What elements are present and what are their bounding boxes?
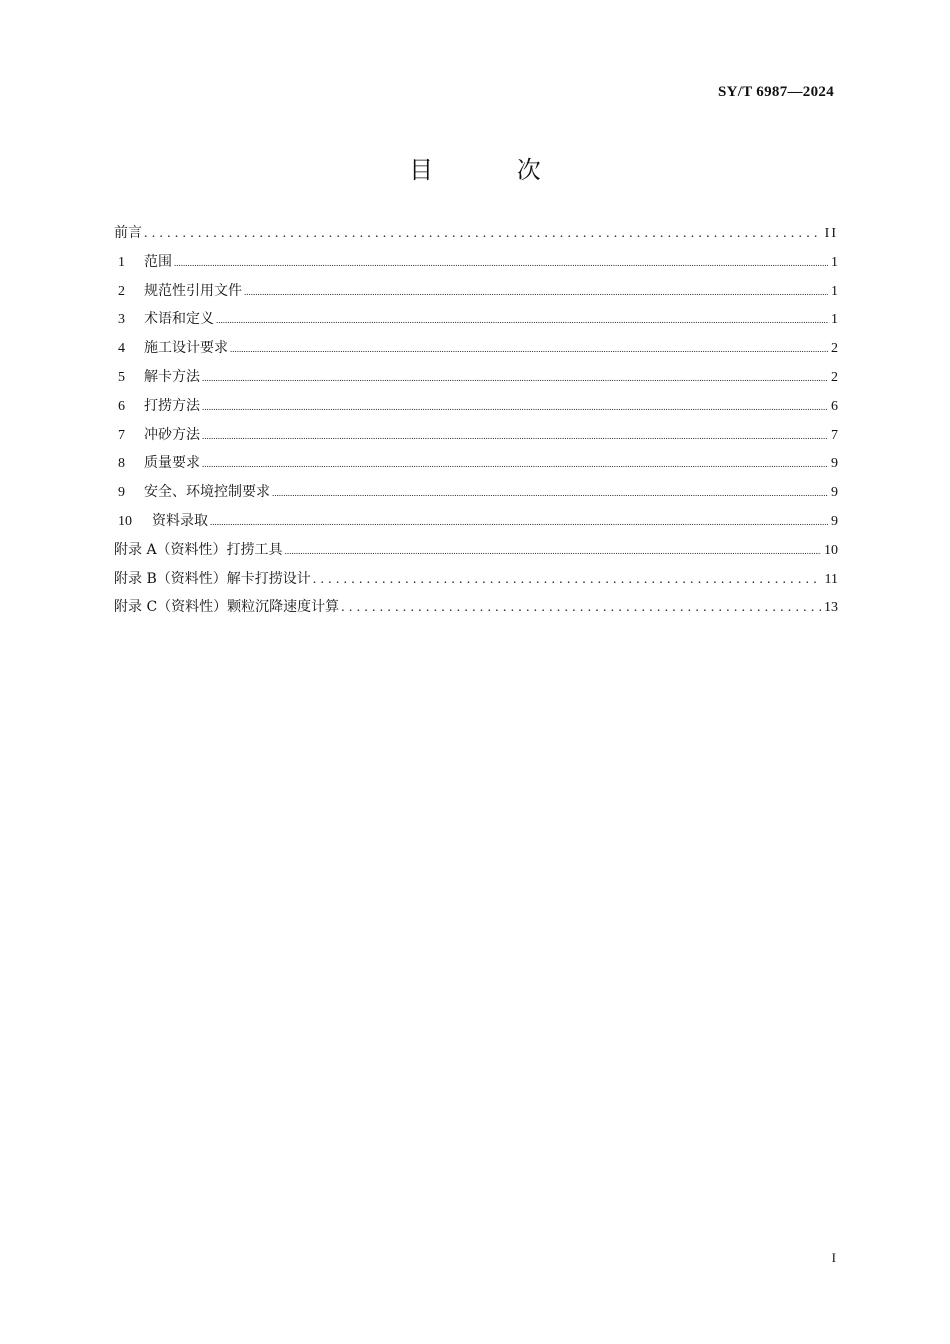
toc-entry-label-group — [114, 452, 200, 472]
toc-entry-8[interactable] — [114, 452, 838, 481]
toc-entry-label-group — [114, 337, 228, 357]
toc-entry-label: 附录 C（资料性）颗粒沉降速度计算 — [114, 599, 340, 616]
toc-entry-label-group — [114, 510, 208, 530]
toc-entry-label-group — [114, 568, 311, 588]
toc-entry-page: 2 — [831, 369, 838, 385]
toc-entry-3[interactable] — [114, 308, 838, 337]
toc-entry-label: 术语和定义 — [144, 311, 214, 328]
table-of-contents — [114, 222, 838, 625]
toc-title: 目 次 — [409, 156, 579, 184]
toc-entry-label: 附录 B（资料性）解卡打捞设计 — [114, 570, 311, 587]
toc-entry-1[interactable] — [114, 251, 838, 280]
toc-entry-number: 1 — [118, 254, 125, 270]
toc-entry-label: 打捞方法 — [144, 397, 200, 414]
toc-entry-label-group — [114, 280, 242, 300]
toc-entry-page: 9 — [831, 456, 838, 472]
toc-entry-6[interactable] — [114, 395, 838, 424]
toc-entry-7[interactable] — [114, 424, 838, 453]
toc-entry-number: 6 — [118, 398, 125, 414]
toc-entry-annex-c[interactable] — [114, 596, 838, 625]
toc-entry-number: 5 — [118, 369, 125, 385]
toc-entry-label: 前言 — [114, 225, 142, 241]
toc-entry-label: 资料录取 — [152, 512, 208, 529]
toc-dot-leader — [272, 488, 828, 498]
toc-entry-page: 1 — [831, 312, 838, 328]
toc-entry-label-group — [114, 596, 339, 616]
toc-entry-label-group — [114, 222, 142, 242]
toc-dot-leader — [244, 287, 828, 297]
toc-dot-leader — [230, 344, 828, 354]
toc-entry-annex-a[interactable] — [114, 539, 838, 568]
toc-entry-label-group — [114, 481, 270, 501]
toc-entry-5[interactable] — [114, 366, 838, 395]
toc-entry-page: 6 — [831, 398, 838, 414]
toc-entry-label-group — [114, 395, 200, 415]
toc-entry-number: 4 — [118, 341, 125, 357]
toc-entry-foreword[interactable] — [114, 222, 838, 251]
toc-entry-page: 7 — [831, 427, 838, 443]
toc-entry-label: 冲砂方法 — [144, 426, 200, 443]
toc-entry-page: 1 — [831, 283, 838, 299]
toc-entry-number: 7 — [118, 427, 125, 443]
toc-dot-leader — [202, 459, 828, 469]
toc-dot-leader — [285, 546, 821, 556]
toc-dot-leader — [202, 373, 828, 383]
toc-entry-label-group — [114, 251, 172, 271]
toc-dot-leader — [202, 431, 828, 441]
toc-entry-number: 2 — [118, 283, 125, 299]
toc-entry-label: 附录 A（资料性）打捞工具 — [114, 541, 283, 558]
toc-entry-10[interactable] — [114, 510, 838, 539]
toc-entry-label: 安全、环境控制要求 — [144, 484, 270, 501]
toc-dot-leader — [202, 402, 828, 412]
toc-entry-annex-b[interactable] — [114, 568, 838, 597]
toc-dot-leader — [216, 315, 828, 325]
toc-dot-leader — [341, 600, 821, 616]
toc-entry-page: 13 — [824, 600, 838, 616]
toc-entry-number: 8 — [118, 456, 125, 472]
toc-entry-number: 9 — [118, 485, 125, 501]
toc-entry-number: 10 — [118, 513, 132, 529]
toc-entry-label-group — [114, 539, 283, 559]
toc-entry-2[interactable] — [114, 280, 838, 309]
toc-entry-9[interactable] — [114, 481, 838, 510]
toc-entry-page: 9 — [831, 485, 838, 501]
toc-entry-page: 11 — [824, 571, 838, 587]
toc-entry-page: 9 — [831, 513, 838, 529]
toc-entry-4[interactable] — [114, 337, 838, 366]
toc-entry-label: 范围 — [144, 253, 172, 270]
toc-dot-leader — [144, 226, 822, 242]
toc-entry-label: 质量要求 — [144, 455, 200, 472]
toc-entry-page: 10 — [824, 542, 838, 558]
toc-entry-label-group — [114, 424, 200, 444]
toc-dot-leader — [313, 572, 822, 588]
toc-entry-label: 规范性引用文件 — [144, 282, 242, 299]
toc-entry-label-group — [114, 308, 214, 328]
toc-entry-page: II — [824, 226, 838, 241]
toc-dot-leader — [210, 517, 828, 527]
toc-entry-label-group — [114, 366, 200, 386]
toc-entry-page: 1 — [831, 254, 838, 270]
toc-entry-number: 3 — [118, 312, 125, 328]
toc-entry-page: 2 — [831, 341, 838, 357]
standard-code: SY/T 6987—2024 — [717, 84, 834, 100]
toc-dot-leader — [174, 258, 828, 268]
toc-entry-label: 解卡方法 — [144, 368, 200, 385]
page-number: I — [831, 1250, 836, 1265]
toc-entry-label: 施工设计要求 — [144, 340, 228, 357]
